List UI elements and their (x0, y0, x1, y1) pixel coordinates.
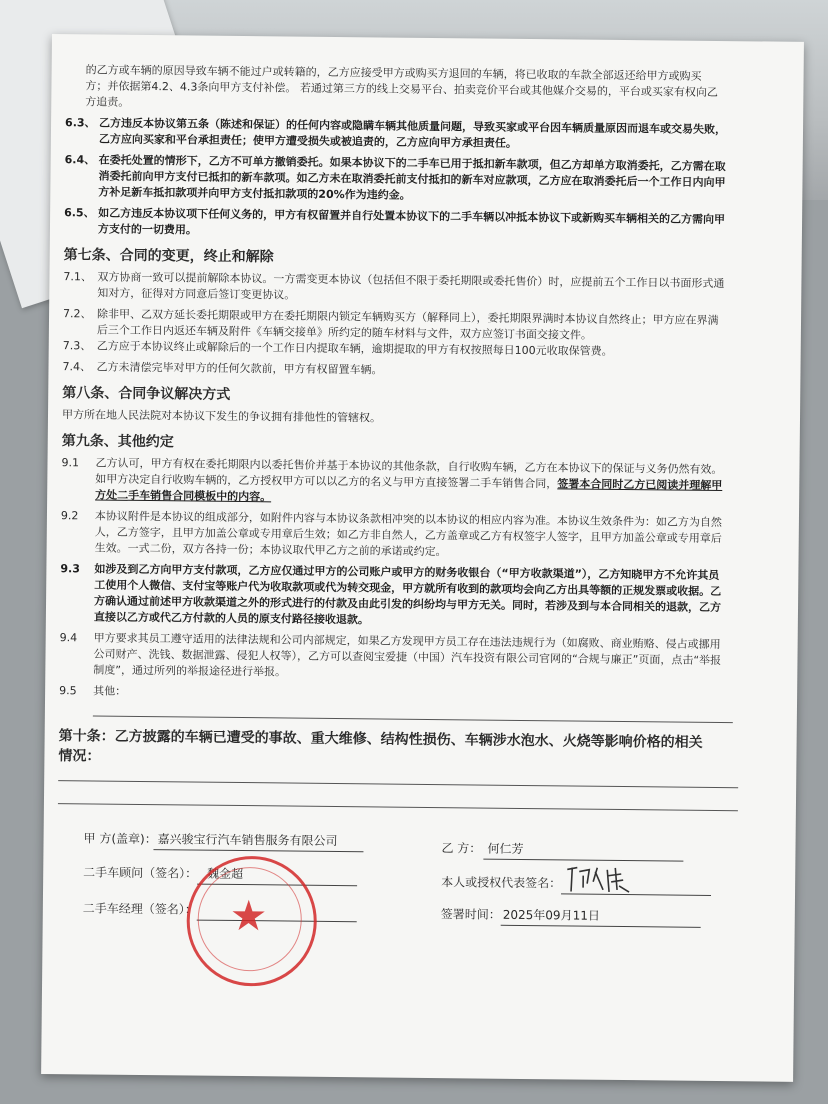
text-line: 生效。一式二份，双方各持一份；本协议取代甲乙方之前的承诺或约定。 (94, 541, 447, 559)
heading-line: 情况： (58, 748, 101, 765)
text-line: 在委托处置的情形下，乙方不可单方撤销委托。如果本协议下的二手车已用于抵扣新车款项，但乙方却单方取消委托，乙方需在取 (98, 153, 726, 174)
text-line: 消委托前向甲方支付已抵扣的新车款项。如乙方未在取消委托前支付抵扣的新车对应款项，乙方应在取消委托后一个工作日内向甲 (98, 169, 726, 190)
clause-number: 9.3 (60, 562, 80, 576)
text-line: 乙方违反本协议第五条（陈述和保证）的任何内容或隐瞒车辆其他质量问题，导致买家或平台因车辆质量原因而退车或交易失败， (99, 116, 727, 137)
text-line: 人，乙方签字，且甲方加盖公章或专用章后生效；如乙方非自然人，乙方盖章或乙方有权签字人签字，且甲方加盖公章或专用章后 (94, 525, 722, 546)
handwritten-signature (563, 861, 633, 896)
text-line: 如涉及到乙方向甲方支付款项，乙方应仅通过甲方的公司账户或甲方的财务收银台（“甲方收款渠道”），乙方知晓甲方不允许其员 (94, 562, 720, 583)
text-line: 的乙方或车辆的原因导致车辆不能过户或转籍的，乙方应接受甲方或购买方退回的车辆，将已收取的车款全部返还给甲方或购买 (85, 63, 702, 83)
company-seal (186, 855, 317, 986)
contract-content (56, 34, 786, 997)
text-line: 甲方要求其员工遵守适用的法律法规和公司内部规定，如果乙方发现甲方员工存在违法违规行为（如腐败、商业贿赂、侵占或挪用 (93, 631, 721, 652)
text-line: 双方协商一致可以提前解除本协议。一方需变更本协议（包括但不限于委托期限或委托售价）时，应提前五个工作日以书面形式通 (97, 270, 725, 291)
clause-number: 6.3、 (65, 116, 96, 130)
clause-number: 6.5、 (64, 206, 95, 220)
contract-page (41, 34, 804, 1082)
clause-9-4 (59, 630, 779, 686)
text-line: 知对方，征得对方同意后签订变更协议。 (97, 286, 296, 302)
text-line: 除非甲、乙双方延长委托期限或甲方在委托期限内锁定车辆购买方（解释同上），委托期限界满时本协议自然终止；甲方应在界满 (97, 307, 719, 327)
text-line: 其他： (93, 684, 127, 698)
text-line: 乙方应于本协议终止或解除后的一个工作日内提取车辆，逾期提取的甲方有权按照每日100元收取保管费。 (96, 339, 613, 358)
party-b-label: 乙 方： (441, 841, 482, 856)
clause-number: 7.2、 (63, 307, 92, 321)
clause-number: 9.4 (59, 631, 78, 645)
clause-number: 9.2 (60, 509, 79, 523)
clause-9-1 (61, 455, 781, 511)
text-line: 乙方未清偿完毕对甲方的任何欠款前，甲方有权留置车辆。 (96, 360, 383, 377)
date-value: 2025年09月11日 (502, 907, 600, 923)
text-line: 如乙方违反本协议项下任何义务的，甲方有权留置并自行处置本协议下的二手车辆以冲抵本协议下或新购买车辆相关的乙方需向甲 (98, 206, 726, 227)
advisor-label: 二手车顾问（签名）： (83, 865, 198, 881)
clause-6-5 (64, 205, 784, 245)
blank-line (93, 715, 733, 723)
text-segment: 如甲方决定自行收购车辆的，乙方授权甲方可以以乙方的名义与甲方直接签署二手车销售合同， (95, 472, 558, 491)
text-line: 方追责。 (85, 95, 130, 109)
date-label: 签署时间： (440, 907, 501, 922)
advisor-value: 魏金超 (207, 866, 244, 882)
blank-line (58, 803, 738, 811)
section-9-heading: 第九条、其他约定 (61, 433, 174, 451)
section-10-heading (58, 726, 778, 774)
signature-line (501, 925, 701, 928)
clause-number: 9.1 (61, 456, 80, 470)
section-8-heading: 第八条、合同争议解决方式 (62, 385, 231, 403)
text-line: 方；并依据第4.2、4.3条向甲方支付补偿。 若通过第三方的线上交易平台、拍卖竞价平台或其他媒介交易的，平台或买家有权向乙 (85, 79, 718, 99)
text-line: 乙方应向买家和平台承担责任；使甲方遭受损失或被追责的，乙方应向甲方承担责任。 (98, 132, 517, 150)
clause-9-2 (61, 508, 781, 564)
blank-line (58, 780, 738, 788)
text-line: 本协议附件是本协议的组成部分，如附件内容与本协议条款相冲突的以本协议的相应内容为准。本协议生效条件为：如乙方为自然 (94, 509, 722, 530)
signature-block (56, 830, 778, 998)
text-line: 制度”，通过所列的举报途径进行举报。 (93, 663, 287, 679)
section-7-heading: 第七条、合同的变更，终止和解除 (63, 247, 274, 266)
signature-line (153, 849, 363, 852)
party-a-value: 嘉兴骏宝行汽车销售服务有限公司 (157, 832, 338, 849)
text-line: 乙方认可，甲方有权在委托期限内以委托售价并基于本协议的其他条款，自行收购车辆，乙方在本协议下的保证与义务仍然有效。 (95, 456, 723, 477)
clause-number: 9.5 (59, 684, 77, 698)
clause-number: 7.3、 (62, 339, 92, 353)
clause-9-3 (60, 561, 781, 633)
heading-line: 第十条：乙方披露的车辆已遭受的事故、重大维修、结构性损伤、车辆涉水泡水、火烧等影响价格的相关 (58, 728, 703, 751)
rep-label: 本人或授权代表签名： (441, 875, 562, 891)
clause-6-4 (64, 152, 784, 208)
clause-number: 7.1、 (63, 270, 93, 284)
party-a-label: 甲 方(盖章)： (83, 831, 157, 847)
text-line: 方处二手车销售合同模板中的内容。 (95, 488, 272, 504)
star-icon: ★ (229, 890, 268, 941)
clause-number: 7.4、 (62, 360, 92, 374)
text-line: 公司财产、洗钱、数据泄露、侵犯人权等），乙方可以查阅宝爱捷（中国）汽车投资有限公司官网的“合规与廉正”页面，点击“举报 (93, 647, 722, 668)
text-line: 工使用个人微信、支付宝等账户代为收取款项或代为转交现金，甲方就所有收到的款项均会向乙方出具等额的正规发票或收据。乙 (94, 578, 722, 599)
section-8-text: 甲方所在地人民法院对本协议下发生的争议拥有排他性的管辖权。 (61, 408, 382, 425)
manager-label: 二手车经理（签名）： (82, 901, 197, 917)
fragment-top (65, 62, 785, 118)
party-b-value: 何仁芳 (487, 841, 524, 856)
text-line: 方补足新车抵扣款项并向甲方支付抵扣款项的20%作为违约金。 (98, 185, 411, 202)
text-line: 后三个工作日内返还车辆及附件《车辆交接单》所约定的随车材料与文件，双方应签订书面交接文件。 (96, 323, 592, 342)
text-line: 方支付的一切费用。 (97, 222, 198, 237)
bold-segment: 签署本合同时乙方已阅读并理解甲 (557, 477, 723, 493)
text-line: 直接以乙方或代乙方付款的人员的原支付路径接收退款。 (93, 610, 369, 627)
clause-number: 6.4、 (64, 153, 96, 167)
text-line: 方确认通过前述甲方收款渠道之外的形式进行的付款及由此引发的纠纷均与甲方无关。同时，若涉及到与本合同相关的退款，乙方 (93, 594, 722, 615)
